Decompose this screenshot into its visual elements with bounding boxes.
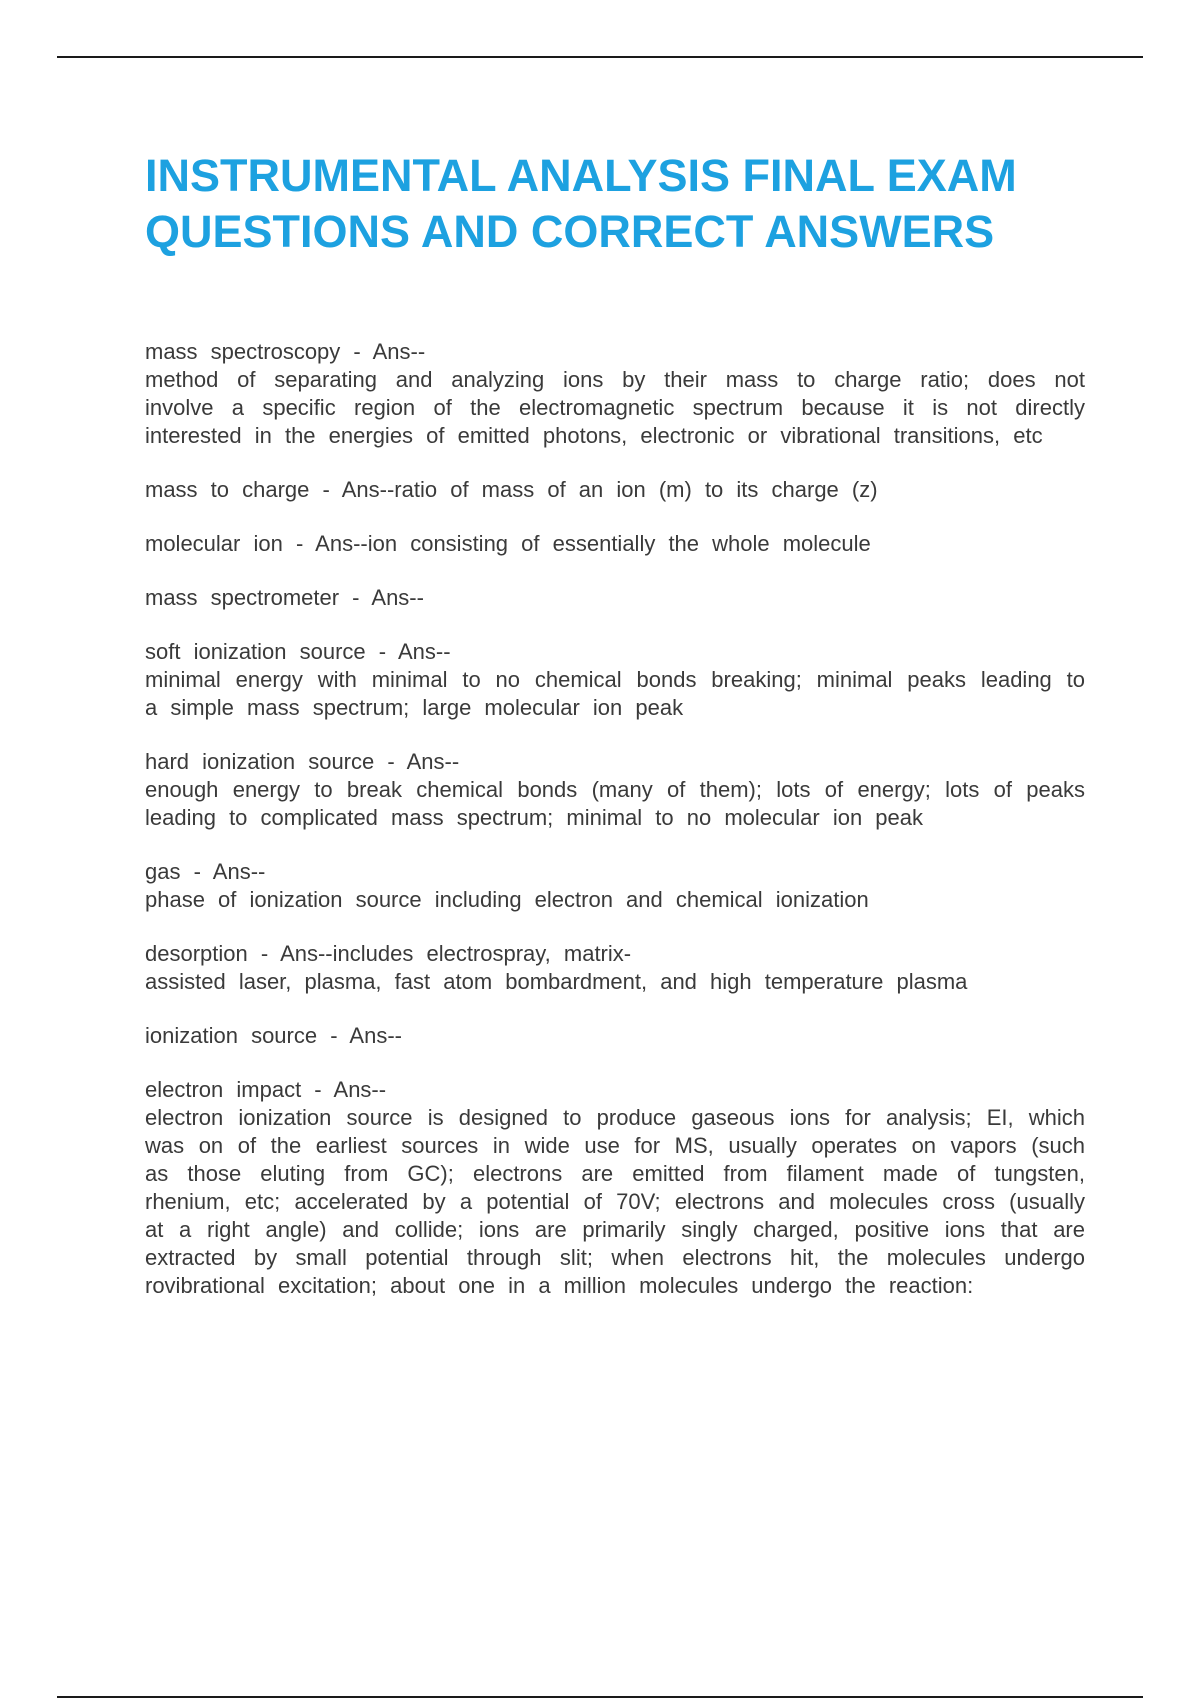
qa-entry [145, 748, 1085, 832]
question-text: gas - Ans-- [145, 859, 266, 884]
qa-list [145, 338, 1085, 1326]
answer-text: phase of ionization source including electron and chemical ionization [145, 887, 869, 912]
qa-entry [145, 940, 1085, 996]
qa-entry [145, 476, 1085, 504]
question-text: ionization source - Ans-- [145, 1023, 402, 1048]
qa-entry [145, 1022, 1085, 1050]
question-text: molecular ion - Ans--ion consisting of essentially the whole molecule [145, 531, 871, 556]
qa-entry [145, 638, 1085, 722]
qa-entry [145, 1076, 1085, 1300]
document-title: INSTRUMENTAL ANALYSIS FINAL EXAM QUESTIONS AND CORRECT ANSWERS [145, 150, 1017, 257]
answer-text: minimal energy with minimal to no chemical bonds breaking; minimal peaks leading to a simple mass spectrum; large molecular ion peak [145, 667, 1085, 720]
answer-text: enough energy to break chemical bonds (many of them); lots of energy; lots of peaks leading to complicated mass spectrum; minimal to no molecular ion peak [145, 777, 1085, 830]
answer-text: method of separating and analyzing ions by their mass to charge ratio; does not involve a specific region of the electromagnetic spectrum because it is not directly interested in the energies of emitted photons, electronic or vibrational transitions, etc [145, 367, 1085, 448]
qa-entry [145, 530, 1085, 558]
question-text: hard ionization source - Ans-- [145, 749, 460, 774]
question-text: soft ionization source - Ans-- [145, 639, 451, 664]
question-text: mass spectrometer - Ans-- [145, 585, 424, 610]
qa-entry [145, 858, 1085, 914]
question-text: electron impact - Ans-- [145, 1077, 387, 1102]
qa-entry [145, 584, 1085, 612]
top-rule [57, 56, 1143, 58]
bottom-rule [57, 1696, 1143, 1698]
answer-text: electron ionization source is designed to produce gaseous ions for analysis; EI, which was on of the earliest sources in wide use for MS, usually operates on vapors (such as those eluting from GC); electrons are emitted from filament made of tungsten, rhenium, etc; accelerated by a potential of 70V; electrons and molecules cross (usually at a right angle) and collide; ions are primarily singly charged, positive ions that are extracted by small potential through slit; when electrons hit, the molecules undergo rovibrational excitation; about one in a million molecules undergo the reaction: [145, 1105, 1085, 1298]
answer-text: assisted laser, plasma, fast atom bombardment, and high temperature plasma [145, 969, 968, 994]
question-text: desorption - Ans--includes electrospray, matrix- [145, 941, 632, 966]
question-text: mass spectroscopy - Ans-- [145, 339, 426, 364]
question-text: mass to charge - Ans--ratio of mass of an ion (m) to its charge (z) [145, 477, 878, 502]
qa-entry [145, 338, 1085, 450]
